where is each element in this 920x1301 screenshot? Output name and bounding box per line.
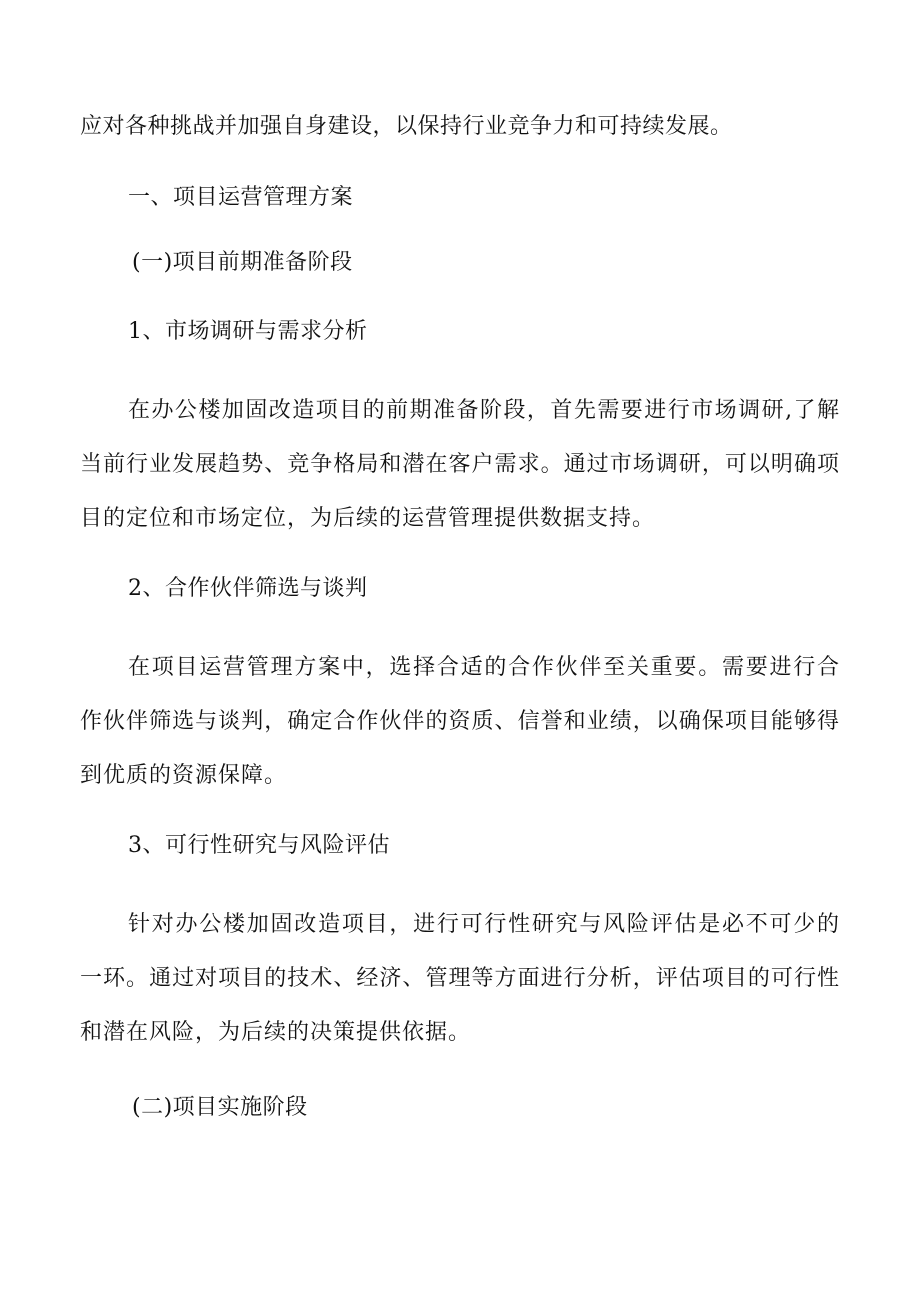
item-heading: 3、可行性研究与风险评估 <box>128 833 390 858</box>
body-paragraph: 针对办公楼加固改造项目，进行可行性研究与风险评估是必不可少的一环。通过对项目的技术、经济、管理等方面进行分析，评估项目的可行性和潜在风险，为后续的决策提供依据。 <box>80 912 840 1045</box>
item-heading: 2、合作伙伴筛选与谈判 <box>128 576 368 601</box>
body-paragraph: 在办公楼加固改造项目的前期准备阶段，首先需要进行市场调研,了解当前行业发展趋势、竞争格局和潜在客户需求。通过市场调研，可以明确项目的定位和市场定位，为后续的运营管理提供数据支持。 <box>80 398 840 531</box>
intro-text-line: 应对各种挑战并加强自身建设，以保持行业竞争力和可持续发展。 <box>80 114 733 139</box>
item-heading: 1、市场调研与需求分析 <box>128 319 368 344</box>
subsection-heading: (一)项目前期准备阶段 <box>132 250 353 275</box>
body-paragraph: 在项目运营管理方案中，选择合适的合作伙伴至关重要。需要进行合作伙伴筛选与谈判，确定合作伙伴的资质、信誉和业绩，以确保项目能够得到优质的资源保障。 <box>80 655 840 788</box>
section-heading: 一、项目运营管理方案 <box>128 185 354 210</box>
subsection-heading: (二)项目实施阶段 <box>132 1095 308 1120</box>
